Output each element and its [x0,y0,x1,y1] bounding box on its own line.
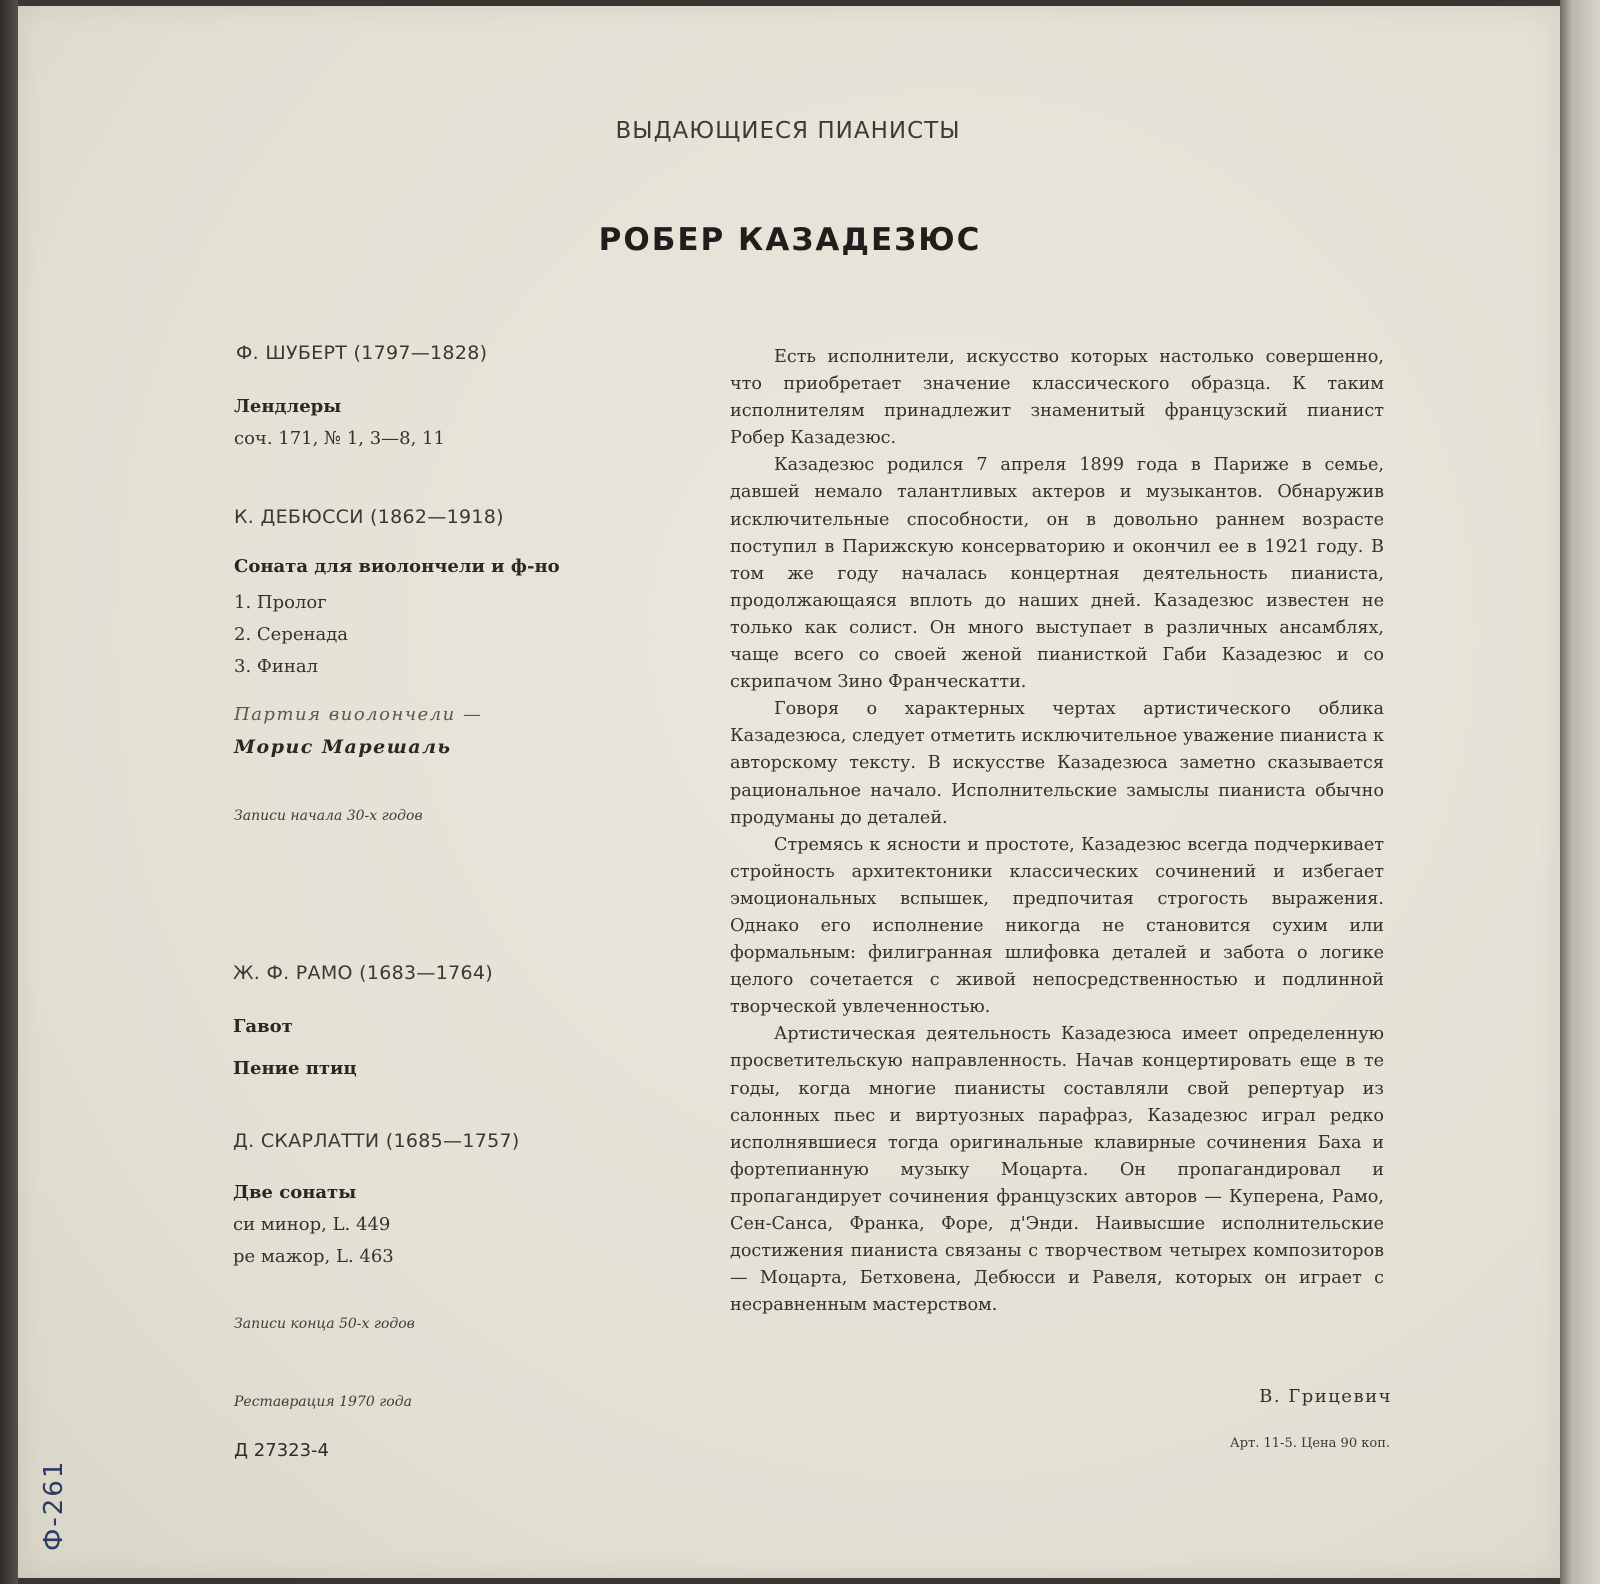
recording-note-side2: Записи конца 50-х годов [234,1316,415,1332]
work-bird-song: Пение птиц [233,1058,357,1079]
movement-1: 1. Пролог [234,592,327,613]
composer-debussy: К. ДЕБЮССИ (1862—1918) [234,506,504,528]
work-gavotte: Гавот [233,1016,293,1037]
essay-paragraph: Казадезюс родился 7 апреля 1899 года в Париже в семье, давшей немало талантливых актеров и музыкантов. Обнаружив исключительные способности, он в довольно раннем возрасте поступил в Парижскую консерваторию и окончил ее в 1921 году. В том же году началась концертная деятельность пианиста, продолжающаяся вплоть до наших дней. Казадезюс известен не только как солист. Он много выступает в различных ансамблях, чаще всего со своей женой пианисткой Габи Казадезюс и со скрипачом Зино Франческатти. [730,455,1384,693]
sonata-detail-2: ре мажор, L. 463 [233,1246,394,1267]
work-cello-sonata: Соната для виолончели и ф-но [234,556,560,577]
essay-paragraph: Артистическая деятельность Казадезюса имеет определенную просветительскую направленность. Начав концертировать еще в те годы, когда многие пианисты составляли свой репертуар из салонных пьес и виртуозных парафраз, Казадезюс играл редко исполнявшиеся тогда оригинальные клавирные сочинения Баха и фортепианную музыку Моцарта. Он пропагандировал и пропагандирует сочинения французских авторов — Куперена, Рамо, Сен-Санса, Франка, Форе, д'Энди. Наивысшие исполнительские достижения пианиста связаны с творчеством четырех композиторов — Моцарта, Бетховена, Дебюсси и Равеля, которых он играет с несравненным мастерством. [730,1024,1384,1316]
work-landler-detail: соч. 171, № 1, 3—8, 11 [234,428,445,449]
composer-scarlatti: Д. СКАРЛАТТИ (1685—1757) [233,1130,520,1152]
cellist-name: Морис Марешаль [234,736,452,758]
sleeve-right-edge [1560,0,1600,1584]
catalog-number: Д 27323-4 [234,1440,329,1461]
handwritten-inventory-mark: Ф-261 [39,1459,69,1551]
essay-paragraph: Есть исполнители, искусство которых настолько совершенно, что приобретает значение классического образца. К таким исполнителям принадлежит знаменитый французский пианист Робер Казадезюс. [730,347,1384,449]
sleeve-left-edge [0,0,18,1584]
work-two-sonatas: Две сонаты [233,1182,357,1203]
composer-rameau: Ж. Ф. РАМО (1683—1764) [233,962,493,984]
movement-2: 2. Серенада [234,624,349,645]
artist-title: РОБЕР КАЗАДЕЗЮС [598,222,982,258]
movement-3: 3. Финал [234,656,318,677]
cello-part-label: Партия виолончели — [234,704,483,725]
essay-author: В. Грицевич [1259,1386,1392,1407]
price-line: Арт. 11-5. Цена 90 коп. [1229,1436,1390,1451]
sonata-detail-1: си минор, L. 449 [233,1214,391,1235]
work-landler: Лендлеры [234,396,342,417]
liner-notes-essay [730,344,1384,1319]
composer-schubert: Ф. ШУБЕРТ (1797—1828) [236,342,488,364]
restoration-note: Реставрация 1970 года [234,1394,412,1410]
essay-paragraph: Стремясь к ясности и простоте, Казадезюс всегда подчеркивает стройность архитектоники классических сочинений и избегает эмоциональных вспышек, предпочитая строгость выражения. Однако его исполнение никогда не становится сухим или формальным: филигранная шлифовка деталей и забота о логике целого сочетается с живой непосредственностью и подлинной творческой увлеченностью. [730,834,1384,1018]
series-title: ВЫДАЮЩИЕСЯ ПИАНИСТЫ [615,118,961,144]
essay-paragraph: Говоря о характерных чертах артистического облика Казадезюса, следует отметить исключительное уважение пианиста к авторскому тексту. В искусстве Казадезюса заметно сказывается рациональное начало. Исполнительские замыслы пианиста обычно продуманы до деталей. [730,699,1384,828]
recording-note-side1: Записи начала 30-х годов [234,808,423,824]
